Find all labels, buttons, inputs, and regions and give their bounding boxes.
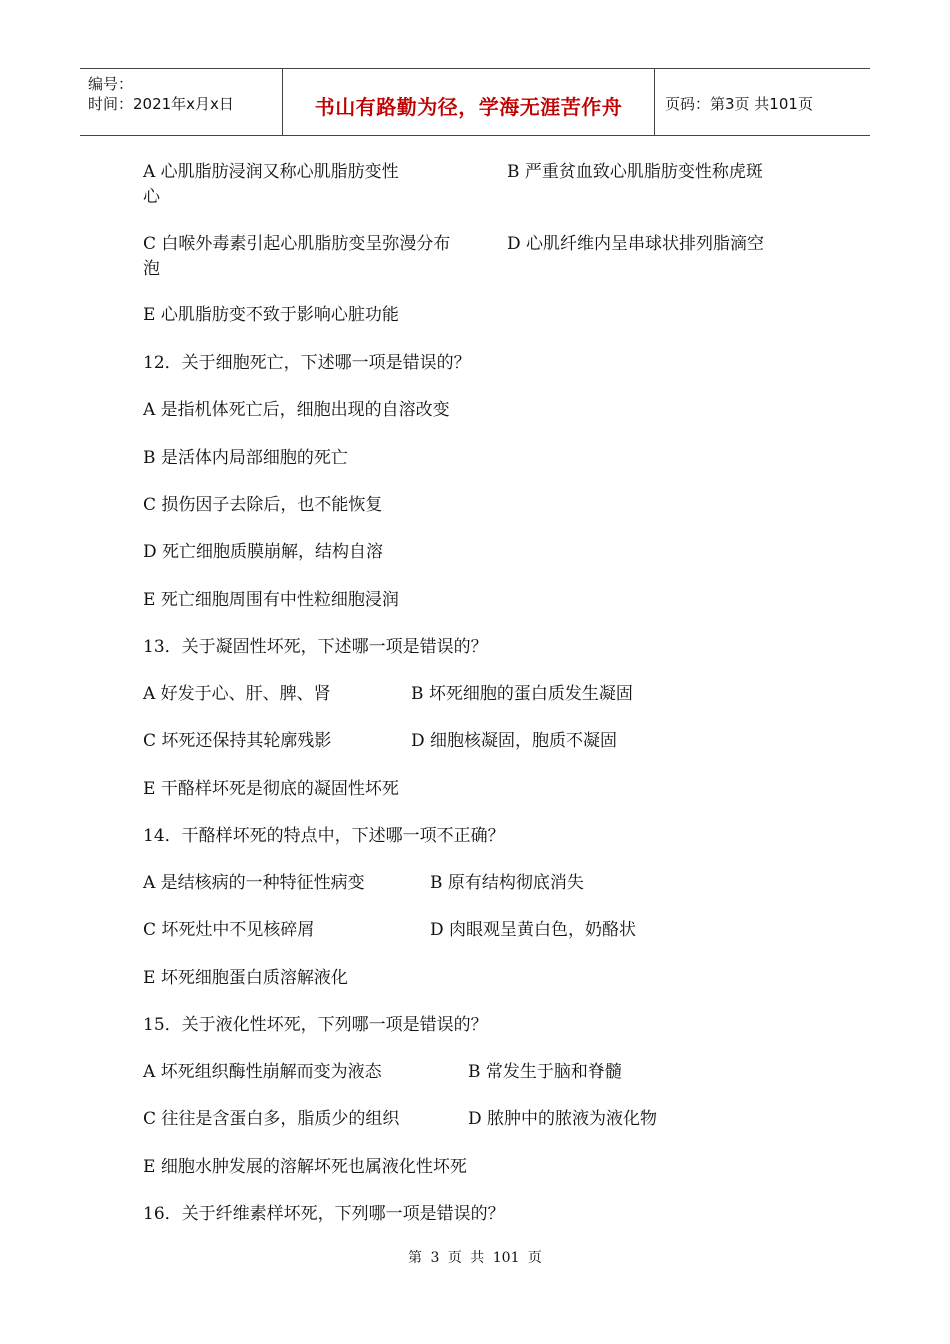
q14-question: 14．干酪样坏死的特点中，下述哪一项不正确？ (143, 826, 505, 846)
q12-option-c: C 损伤因子去除后，也不能恢复 (143, 495, 383, 515)
q13-option-a: A 好发于心、肝、脾、肾 (143, 684, 331, 704)
q12-option-a: A 是指机体死亡后，细胞出现的自溶改变 (143, 400, 450, 420)
q12-question: 12．关于细胞死亡，下述哪一项是错误的？ (143, 353, 471, 373)
document-header (80, 68, 870, 136)
q14-option-e: E 坏死细胞蛋白质溶解液化 (143, 968, 348, 988)
q12-option-e: E 死亡细胞周围有中性粒细胞浸润 (143, 590, 399, 610)
q11-option-c-wrap: 泡 (143, 259, 160, 279)
q11-option-a-wrap: 心 (143, 187, 160, 207)
q14-option-c: C 坏死灶中不见核碎屑 (143, 920, 315, 940)
header-page-info: 页码：第3页 共101页 (665, 95, 813, 113)
q12-option-b: B 是活体内局部细胞的死亡 (143, 448, 348, 468)
q16-question: 16．关于纤维素样坏死，下列哪一项是错误的？ (143, 1204, 505, 1224)
q14-option-d: D 肉眼观呈黄白色，奶酪状 (430, 920, 637, 940)
q13-option-b: B 坏死细胞的蛋白质发生凝固 (411, 684, 633, 704)
q11-option-b: B 严重贫血致心肌脂肪变性称虎斑 (507, 162, 763, 182)
header-meta-cell (80, 69, 282, 135)
q13-question: 13．关于凝固性坏死，下述哪一项是错误的？ (143, 637, 488, 657)
q15-option-b: B 常发生于脑和脊髓 (468, 1062, 622, 1082)
document-number-label: 编号： (88, 75, 134, 93)
q14-option-a: A 是结核病的一种特征性病变 (143, 873, 365, 893)
q15-option-a: A 坏死组织酶性崩解而变为液态 (143, 1062, 382, 1082)
document-date-label: 时间：2021年x月x日 (88, 95, 234, 113)
q15-option-e: E 细胞水肿发展的溶解坏死也属液化性坏死 (143, 1157, 467, 1177)
header-motto: 书山有路勤为径，学海无涯苦作舟 (314, 95, 623, 119)
q14-option-b: B 原有结构彻底消失 (430, 873, 584, 893)
q15-question: 15．关于液化性坏死，下列哪一项是错误的？ (143, 1015, 488, 1035)
q15-option-d: D 脓肿中的脓液为液化物 (468, 1109, 658, 1129)
q13-option-c: C 坏死还保持其轮廓残影 (143, 731, 332, 751)
q15-option-c: C 往往是含蛋白多，脂质少的组织 (143, 1109, 400, 1129)
q13-option-d: D 细胞核凝固，胞质不凝固 (411, 731, 618, 751)
q11-option-a: A 心肌脂肪浸润又称心肌脂肪变性 (143, 162, 399, 182)
q11-option-e: E 心肌脂肪变不致于影响心脏功能 (143, 305, 399, 325)
header-motto-cell (282, 69, 655, 135)
page-footer: 第 3 页 共 101 页 (408, 1250, 542, 1266)
q11-option-d: D 心肌纤维内呈串球状排列脂滴空 (507, 234, 765, 254)
header-page-cell (655, 69, 870, 135)
q13-option-e: E 干酪样坏死是彻底的凝固性坏死 (143, 779, 399, 799)
q11-option-c: C 白喉外毒素引起心肌脂肪变呈弥漫分布 (143, 234, 451, 254)
q12-option-d: D 死亡细胞质膜崩解，结构自溶 (143, 542, 384, 562)
